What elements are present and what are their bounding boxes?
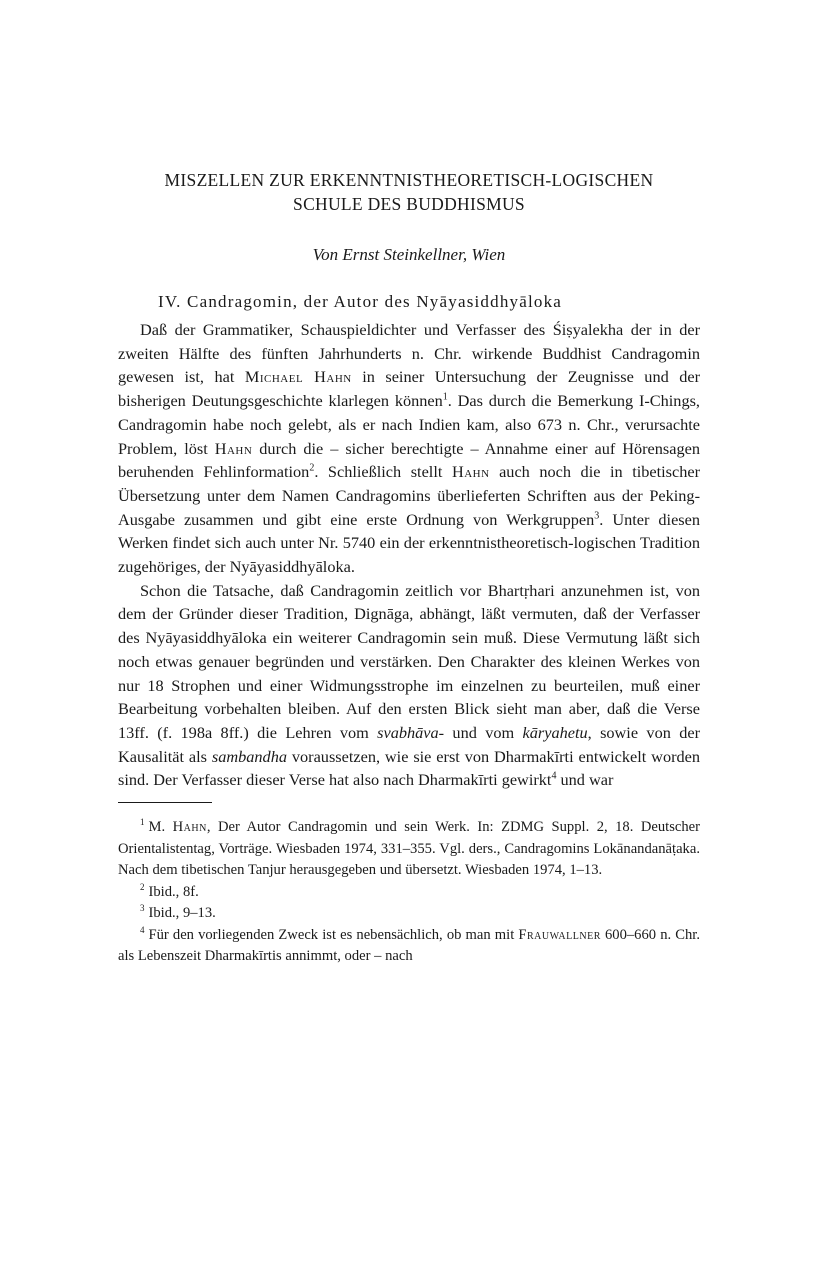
footnote-divider: [118, 802, 212, 803]
footnote-ref-1[interactable]: 1: [442, 391, 448, 403]
text-run: Ibid., 8f.: [148, 883, 199, 900]
footnote-1: [118, 817, 700, 882]
author-ref-frauwallner: Frauwallner: [518, 926, 601, 943]
text-run: Schon die Tatsache, daß Candragomin zeitlich vor Bhartṛhari anzunehmen ist, von dem der Gründer dieser Tradition, Dignāga, abhängt, läßt vermuten, daß der Verfasser des Nyāyasiddhyāloka ein weiterer Candragomin sein muß. Diese Vermutung läßt sich noch etwas genauer begründen und verstärken. Den Charakter des kleinen Werkes von nur 18 Strophen und einer Widmungsstrophe im einzelnen zu beurteilen, muß einer Bearbeitung vorbehalten bleiben. Auf den ersten Blick sieht man aber, daß die Verse 13ff. (f. 198a 8ff.) die Lehren vom: [118, 580, 700, 742]
paragraph-2: [118, 579, 700, 792]
body-text: [118, 318, 700, 792]
footnote-number: 2: [140, 881, 145, 892]
footnote-number: 3: [140, 903, 145, 914]
text-run: . Schließlich stellt: [314, 462, 452, 482]
text-run: . Unter diesen Werken findet sich auch unter Nr. 5740 ein der erkenntnistheoretisch-logischen Tradition zugehöriges, der Nyāyasiddhyāloka.: [118, 509, 700, 577]
author-ref-hahn: Hahn: [451, 462, 490, 482]
text-run: M.: [148, 819, 173, 836]
article-page: [118, 168, 700, 968]
text-run: auch noch die in tibetischer Übersetzung unter dem Namen Candragomins überlieferten Schriften aus der Peking-Ausgabe zusammen und gibt eine erste Ordnung von Werkgruppen: [118, 462, 701, 529]
text-run: und war: [556, 770, 614, 790]
text-run: . Das durch die Bemerkung I-Chings, Candragomin habe noch gelebt, als er nach Indien kam, also 673 n. Chr., verursachte Problem, löst: [118, 391, 700, 458]
text-run: Für den vorliegenden Zweck ist es nebensächlich, ob man mit: [148, 926, 519, 943]
text-run: Daß der Grammatiker, Schauspieldichter und Verfasser des Śiṣyalekha der in der zweiten Hälfte des fünften Jahrhunderts n. Chr. wirkende Buddhist Candragomin gewesen ist, hat: [118, 320, 700, 387]
footnote-number: 4: [140, 924, 145, 935]
footnote-4: [118, 925, 700, 968]
author-ref-hahn: Hahn: [214, 438, 253, 458]
author-line: Von Ernst Steinkellner, Wien: [312, 245, 506, 264]
term-svabhava: svabhāva-: [377, 722, 445, 742]
footnote-ref-4[interactable]: 4: [551, 770, 557, 782]
title-line-2: SCHULE DES BUDDHISMUS: [293, 194, 525, 214]
footnote-3: [118, 903, 700, 925]
paragraph-1: [118, 318, 700, 579]
author-ref-hahn: Michael Hahn: [244, 367, 352, 387]
text-run: voraussetzen, wie sie erst von Dharmakīrti entwickelt worden sind. Der Verfasser dieser Verse hat also nach Dharmakīrti gewirkt: [118, 746, 701, 790]
author-ref-hahn: Hahn: [172, 819, 207, 836]
footnote-number: 1: [140, 817, 145, 828]
footnote-2: [118, 882, 700, 904]
text-run: 600–660 n. Chr. als Lebenszeit Dharmakīrtis annimmt, oder – nach: [118, 926, 700, 965]
text-run: durch die – sicher berechtigte – Annahme einer auf Hörensagen beruhenden Fehlinformation: [118, 438, 700, 482]
text-run: , Der Autor Candragomin und sein Werk. In: ZDMG Suppl. 2, 18. Deutscher Orientalistentag, Vorträge. Wiesbaden 1974, 331–355. Vgl. ders., Candragomins Lokānandanāṭaka. Nach dem tibetischen Tanjur herausgegeben und übersetzt. Wiesbaden 1974, 1–13.: [118, 819, 700, 879]
section-heading: IV. Candragomin, der Autor des Nyāyasiddhyāloka: [158, 292, 563, 311]
article-title: [118, 168, 700, 216]
text-run: und vom: [444, 722, 523, 742]
footnote-ref-2[interactable]: 2: [309, 462, 315, 474]
footnotes: [118, 817, 700, 968]
term-sambandha: sambandha: [211, 746, 287, 766]
footnote-ref-3[interactable]: 3: [594, 510, 600, 522]
term-karyahetu: kāryahetu: [522, 722, 588, 742]
title-line-1: MISZELLEN ZUR ERKENNTNISTHEORETISCH-LOGISCHEN: [164, 170, 654, 190]
text-run: , sowie von der Kausalität als: [118, 722, 700, 766]
text-run: Ibid., 9–13.: [148, 905, 216, 922]
text-run: in seiner Untersuchung der Zeugnisse und der bisherigen Deutungsgeschichte klarlegen können: [118, 367, 700, 411]
